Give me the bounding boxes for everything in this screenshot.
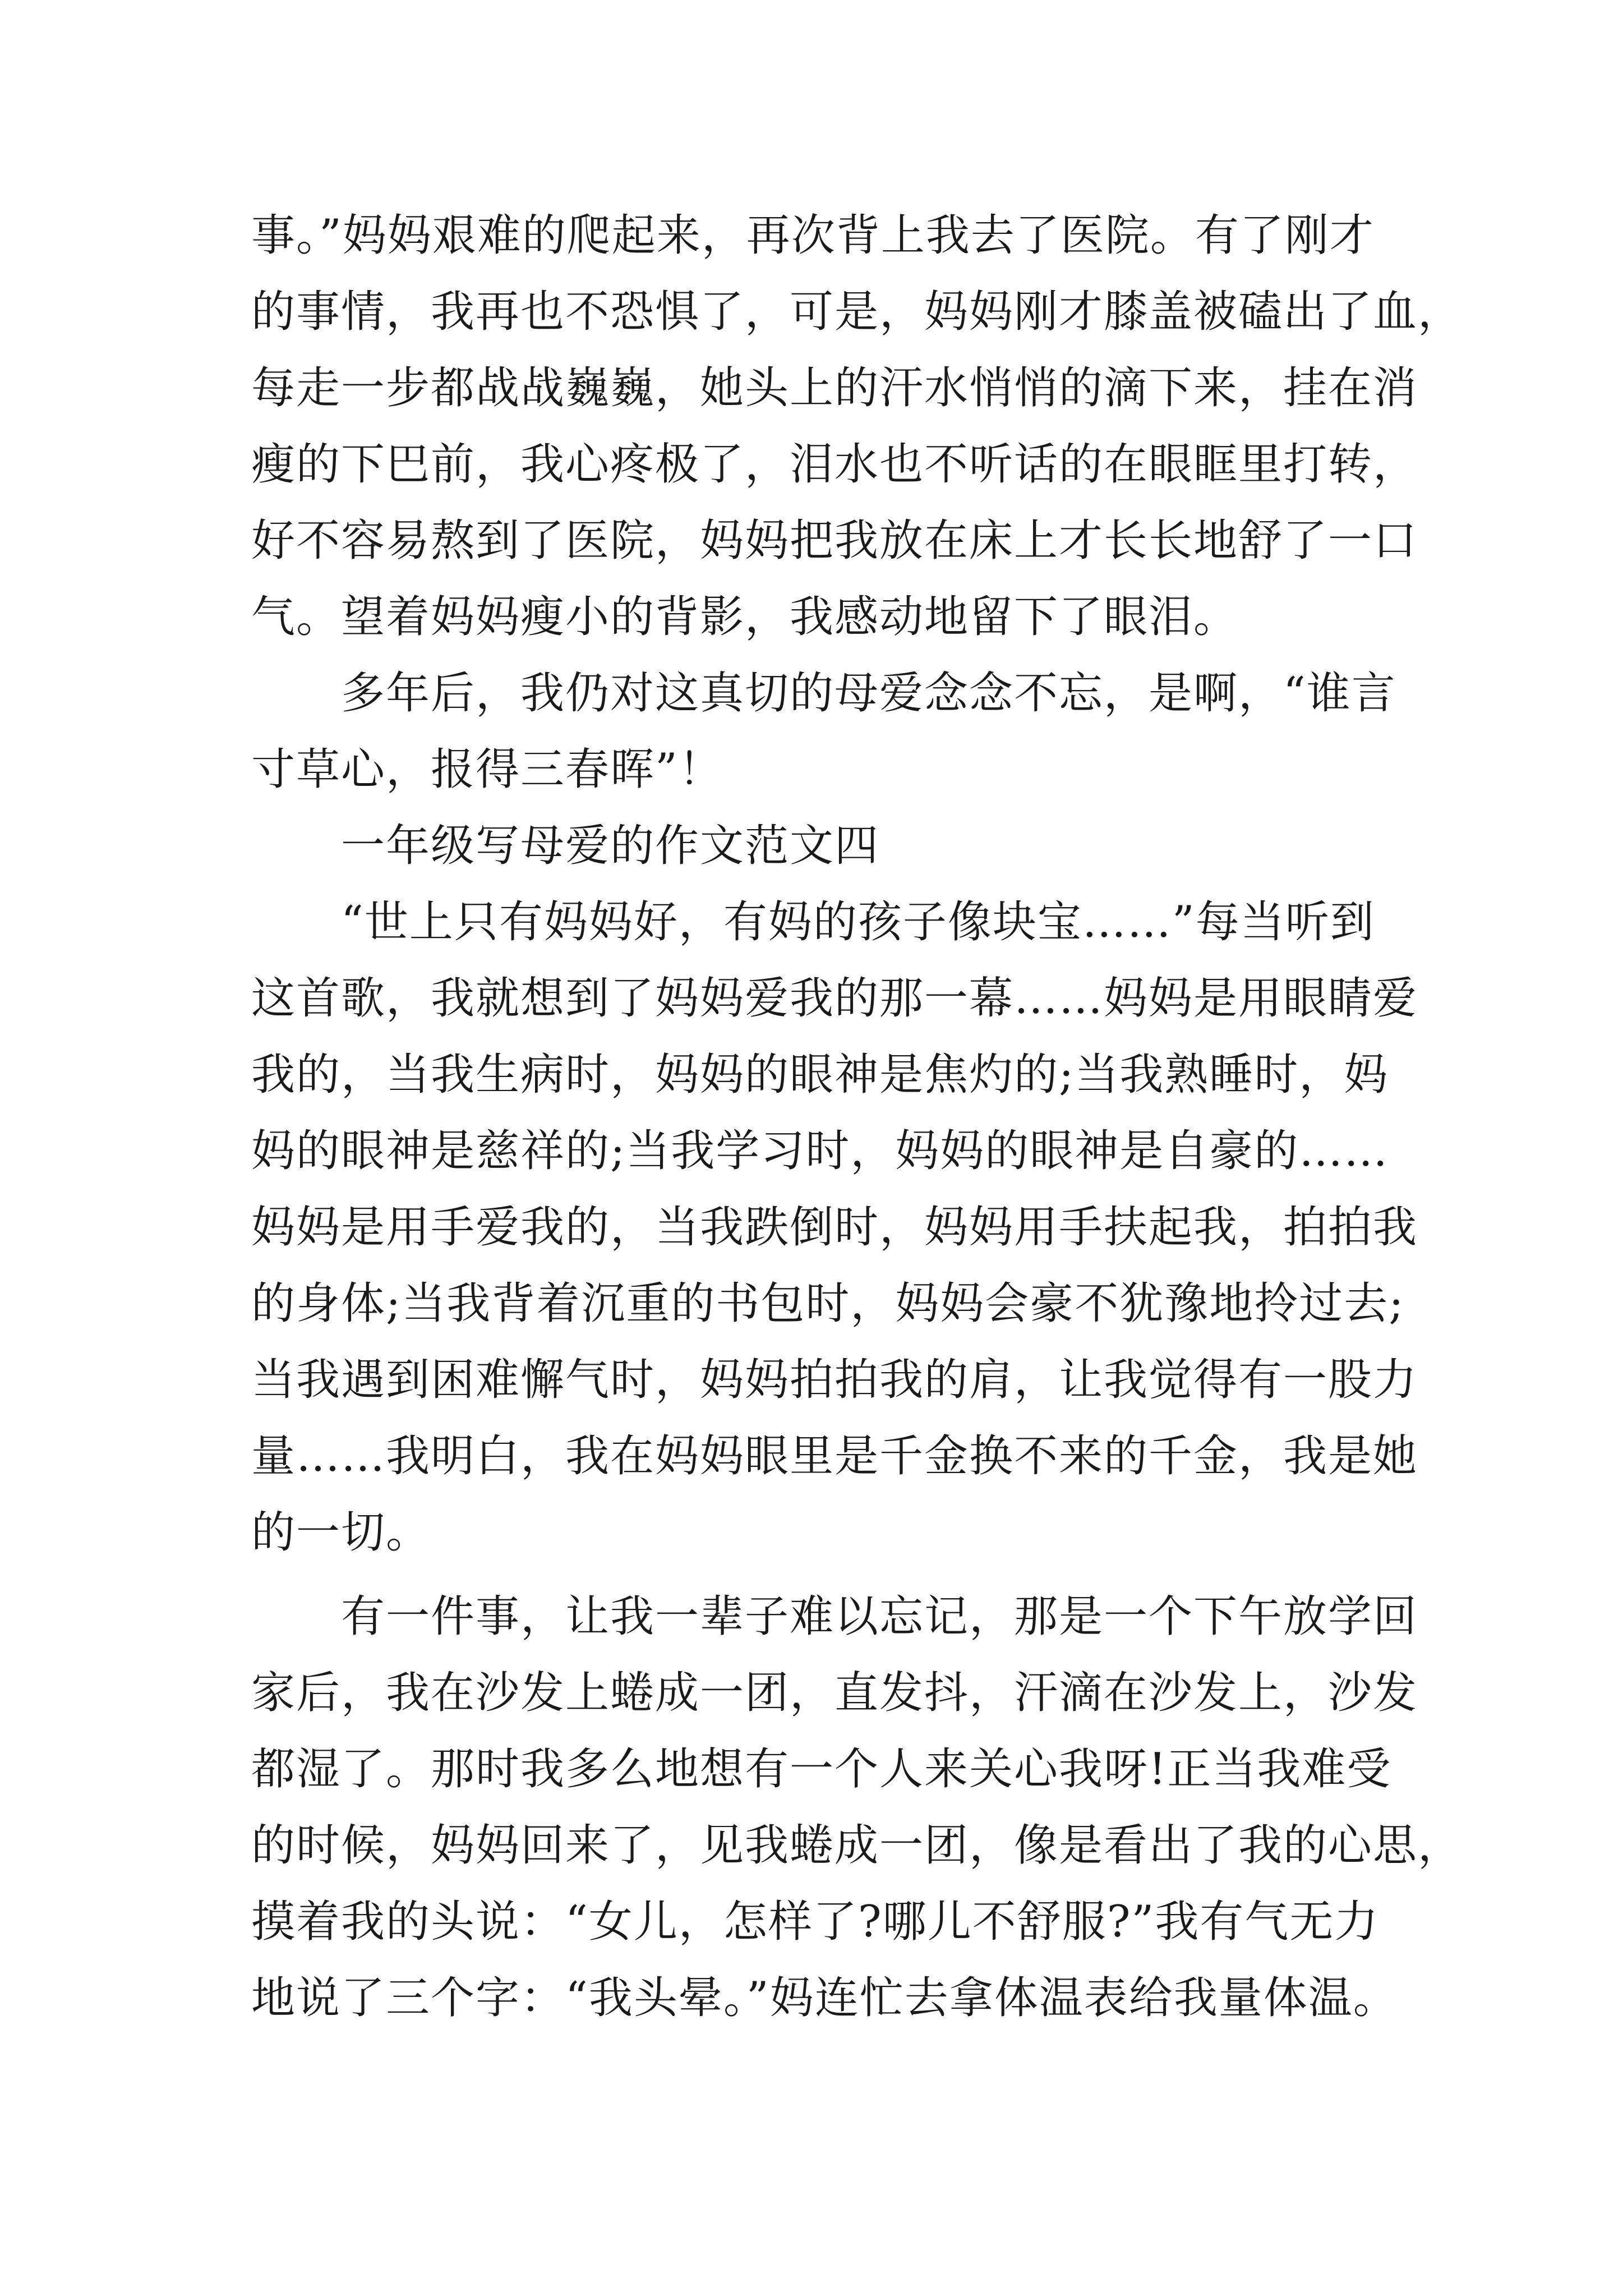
- text-line: 都湿了。那时我多么地想有一个人来关心我呀!正当我难受: [251, 1744, 1392, 1795]
- text-line: 当我遇到困难懈气时，妈妈拍拍我的肩，让我觉得有一股力: [251, 1355, 1418, 1405]
- text-line: 寸草心，报得三春晖”！: [251, 744, 723, 795]
- paragraph-gap: [251, 1571, 1423, 1579]
- text-line: 每走一步都战战巍巍，她头上的汗水悄悄的滴下来，挂在消: [251, 363, 1418, 413]
- essay-text: [251, 197, 1463, 2036]
- text-line: 地说了三个字：“我头晕。”妈连忙去拿体温表给我量体温。: [251, 1973, 1398, 2023]
- text-line: 好不容易熬到了医院，妈妈把我放在床上才长长地舒了一口: [251, 516, 1418, 566]
- text-line: 妈妈是用手爱我的，当我跌倒时，妈妈用手扶起我，拍拍我: [251, 1202, 1418, 1253]
- text-line: 妈的眼神是慈祥的;当我学习时，妈妈的眼神是自豪的……: [251, 1126, 1389, 1176]
- text-line: 我的，当我生病时，妈妈的眼神是焦灼的;当我熟睡时，妈: [251, 1050, 1389, 1100]
- text-line: 事。”妈妈艰难的爬起来，再次背上我去了医院。有了刚才: [251, 210, 1375, 261]
- text-line: 的事情，我再也不恐惧了，可是，妈妈刚才膝盖被磕出了血，: [251, 287, 1463, 337]
- text-line: 的时候，妈妈回来了，见我蜷成一团，像是看出了我的心思，: [251, 1820, 1463, 1871]
- text-line: 的一切。: [251, 1507, 431, 1558]
- section-heading: 一年级写母爱的作文范文四: [251, 821, 880, 871]
- text-line: 多年后，我仍对这真切的母爱念念不忘，是啊，“谁言: [251, 668, 1396, 719]
- text-line: 这首歌，我就想到了妈妈爱我的那一幕……妈妈是用眼睛爱: [251, 973, 1418, 1024]
- text-line: 瘦的下巴前，我心疼极了，泪水也不听话的在眼眶里打转，: [251, 439, 1418, 490]
- text-line: 摸着我的头说：“女儿，怎样了?哪儿不舒服?”我有气无力: [251, 1897, 1380, 1947]
- text-line: 量……我明白，我在妈妈眼里是千金换不来的千金，我是她: [251, 1431, 1418, 1481]
- text-line: 气。望着妈妈瘦小的背影，我感动地留下了眼泪。: [251, 592, 1239, 642]
- text-line: 的身体;当我背着沉重的书包时，妈妈会豪不犹豫地拎过去;: [251, 1278, 1405, 1329]
- text-line: 家后，我在沙发上蜷成一团，直发抖，汗滴在沙发上，沙发: [251, 1668, 1418, 1718]
- text-line: 有一件事，让我一辈子难以忘记，那是一个下午放学回: [251, 1591, 1418, 1642]
- text-line: “世上只有妈妈好，有妈的孩子像块宝……”每当听到: [251, 897, 1375, 947]
